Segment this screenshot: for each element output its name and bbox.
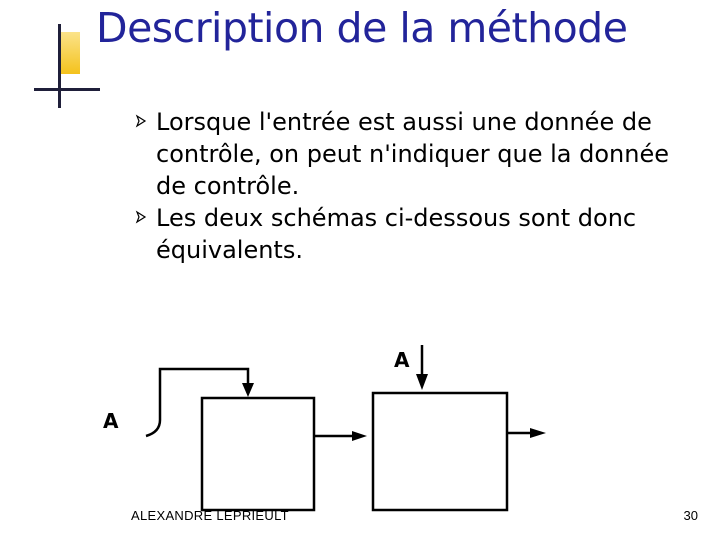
footer-author: ALEXANDRE LEPRIEULT xyxy=(131,508,289,523)
page-number: 30 xyxy=(683,508,698,523)
bullet-text: Lorsque l'entrée est aussi une donnée de contrôle, on peut n'indiquer que la donnée de contrôle. xyxy=(156,108,669,200)
arrowhead-icon xyxy=(416,374,428,390)
slide-title: Description de la méthode xyxy=(96,4,628,52)
arrowhead-icon xyxy=(352,431,367,441)
arrowhead-icon xyxy=(530,428,546,438)
diagram-box-left xyxy=(202,398,314,510)
diagram-control-path xyxy=(146,369,248,436)
diagram-box-right xyxy=(373,393,507,510)
arrowhead-icon xyxy=(242,383,254,397)
diagram-label-top: A xyxy=(394,348,410,372)
diagram-label-left: A xyxy=(103,409,119,433)
bullet-text: Les deux schémas ci-dessous sont donc équivalents. xyxy=(156,204,637,264)
